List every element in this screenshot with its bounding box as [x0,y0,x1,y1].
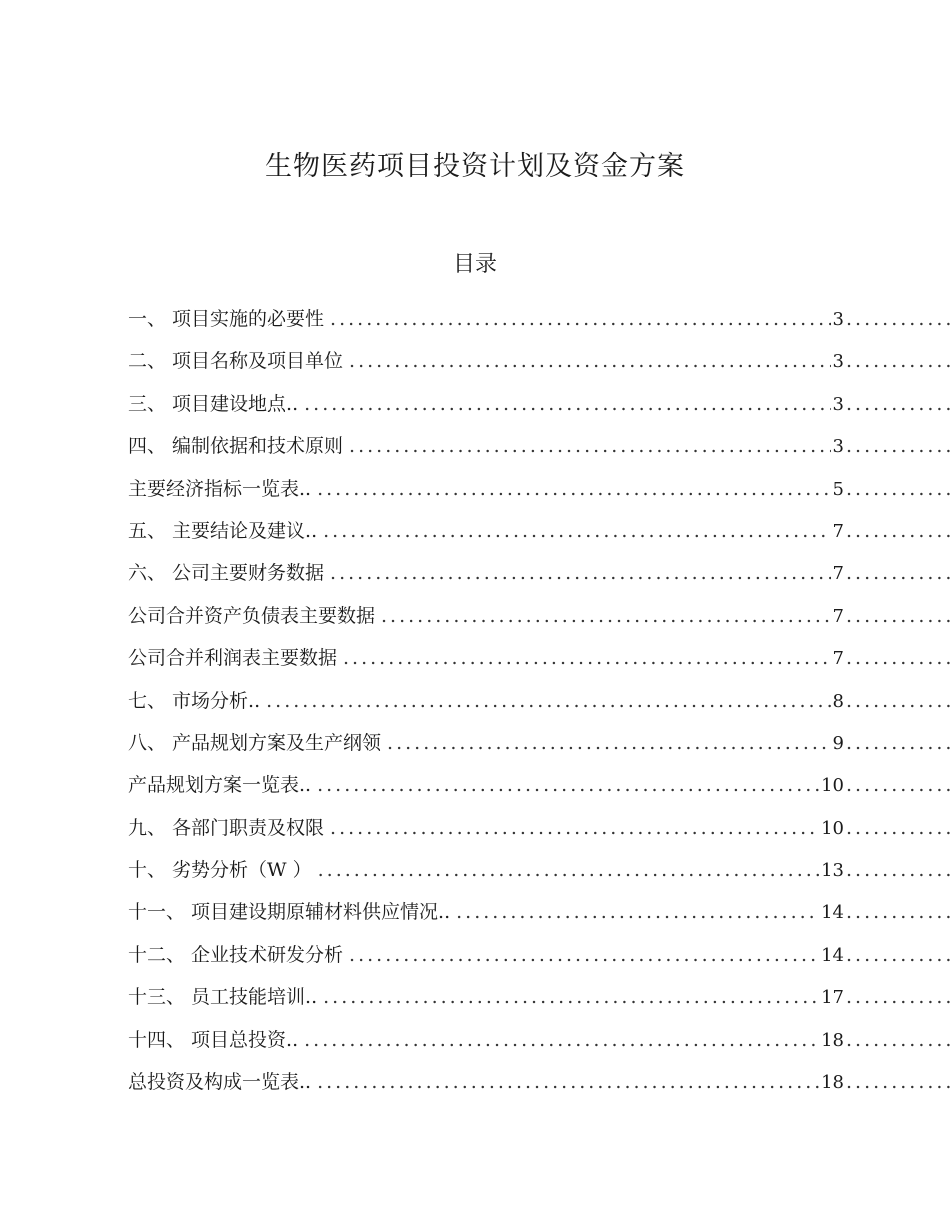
toc-dot-leader-tail [846,807,950,849]
toc-entry-page: 7 [832,605,844,627]
toc-entry-label: 主要经济指标一览表.. [128,477,312,500]
toc-dot-leader [317,764,819,806]
toc-dot-leader-tail [846,934,950,976]
toc-entry-label: 六、 公司主要财务数据 [128,562,325,585]
toc-dot-leader-tail [846,722,950,764]
toc-entry-page: 8 [832,690,844,712]
toc-entry[interactable] [128,552,950,594]
toc-dot-leader [330,298,831,340]
toc-heading: 目录 [452,252,497,277]
toc-entry[interactable] [128,680,950,722]
toc-dot-leader [381,595,831,637]
toc-entry-page: 14 [821,944,844,966]
toc-entry[interactable] [128,976,950,1018]
toc-entry-page: 18 [821,1072,844,1094]
toc-entry[interactable] [128,637,950,679]
toc-dot-leader-tail [846,340,950,382]
toc-entry-page: 7 [832,648,844,670]
toc-entry[interactable] [128,934,950,976]
toc-dot-leader [349,425,831,467]
toc-dot-leader-tail [846,976,950,1018]
toc-dot-leader-tail [846,298,950,340]
toc-dot-leader [323,976,819,1018]
toc-entry[interactable] [128,764,950,806]
toc-entry[interactable] [128,510,950,552]
toc-entry-label: 十一、 项目建设期原辅材料供应情况.. [128,901,451,924]
toc-dot-leader [304,383,830,425]
toc-entry-label: 公司合并利润表主要数据 [128,647,338,670]
toc-dot-leader-tail [846,552,950,594]
toc-entry-label: 总投资及构成一览表.. [128,1071,312,1094]
toc-entry-page: 3 [832,393,844,415]
toc-dot-leader [349,340,831,382]
toc-entry-page: 18 [821,1029,844,1051]
toc-dot-leader [304,1019,819,1061]
toc-entry-page: 10 [821,775,844,797]
toc-dot-leader [343,637,831,679]
table-of-contents [128,298,950,1103]
toc-dot-leader [317,468,830,510]
toc-entry-page: 3 [832,309,844,330]
toc-entry-page: 14 [821,902,844,924]
toc-entry[interactable] [128,595,950,637]
toc-dot-leader-tail [846,849,950,891]
toc-entry-page: 17 [821,987,844,1009]
toc-dot-leader-tail [846,595,950,637]
toc-dot-leader [330,807,819,849]
toc-entry-label: 十三、 员工技能培训.. [128,986,318,1009]
toc-dot-leader-tail [846,1061,950,1103]
toc-dot-leader [349,934,819,976]
toc-dot-leader-tail [846,637,950,679]
toc-entry-page: 10 [821,817,844,839]
toc-entry-page: 3 [832,436,844,458]
toc-entry-label: 五、 主要结论及建议.. [128,519,318,542]
toc-dot-leader-tail [846,468,950,510]
toc-entry[interactable] [128,425,950,467]
toc-entry-label: 公司合并资产负债表主要数据 [128,604,376,627]
toc-dot-leader [318,849,819,891]
toc-entry-page: 7 [832,563,844,585]
toc-entry-page: 5 [832,478,844,500]
toc-dot-leader [456,891,819,933]
toc-entry[interactable] [128,807,950,849]
toc-dot-leader-tail [846,510,950,552]
toc-entry[interactable] [128,1061,950,1103]
toc-entry-page: 7 [832,520,844,542]
toc-entry-page: 9 [832,732,844,754]
toc-entry-label: 七、 市场分析.. [128,689,261,712]
toc-dot-leader-tail [846,383,950,425]
toc-entry[interactable] [128,849,950,891]
toc-entry-label: 产品规划方案一览表.. [128,774,312,797]
toc-entry-label: 十二、 企业技术研发分析 [128,943,344,966]
toc-dot-leader-tail [846,425,950,467]
toc-entry-label: 一、 项目实施的必要性 [128,308,325,330]
toc-entry[interactable] [128,722,950,764]
toc-dot-leader-tail [846,680,950,722]
toc-entry[interactable] [128,340,950,382]
toc-entry[interactable] [128,298,950,340]
toc-dot-leader [317,1061,819,1103]
toc-entry-label: 八、 产品规划方案及生产纲领 [128,731,382,754]
toc-dot-leader [330,552,831,594]
toc-entry-label: 十、 劣势分析（W ） [128,859,312,882]
toc-entry-page: 13 [821,860,844,882]
toc-entry-label: 九、 各部门职责及权限 [128,816,325,839]
toc-entry[interactable] [128,1019,950,1061]
toc-dot-leader [266,680,830,722]
toc-entry-label: 三、 项目建设地点.. [128,392,299,415]
toc-entry[interactable] [128,891,950,933]
toc-dot-leader-tail [846,764,950,806]
toc-entry-label: 二、 项目名称及项目单位 [128,350,344,373]
toc-dot-leader-tail [846,1019,950,1061]
toc-entry-label: 四、 编制依据和技术原则 [128,435,344,458]
toc-entry[interactable] [128,468,950,510]
document-title: 生物医药项目投资计划及资金方案 [265,151,685,182]
toc-dot-leader [323,510,830,552]
toc-dot-leader [387,722,831,764]
toc-entry-label: 十四、 项目总投资.. [128,1028,299,1051]
toc-entry[interactable] [128,383,950,425]
toc-entry-page: 3 [832,351,844,373]
toc-dot-leader-tail [846,891,950,933]
